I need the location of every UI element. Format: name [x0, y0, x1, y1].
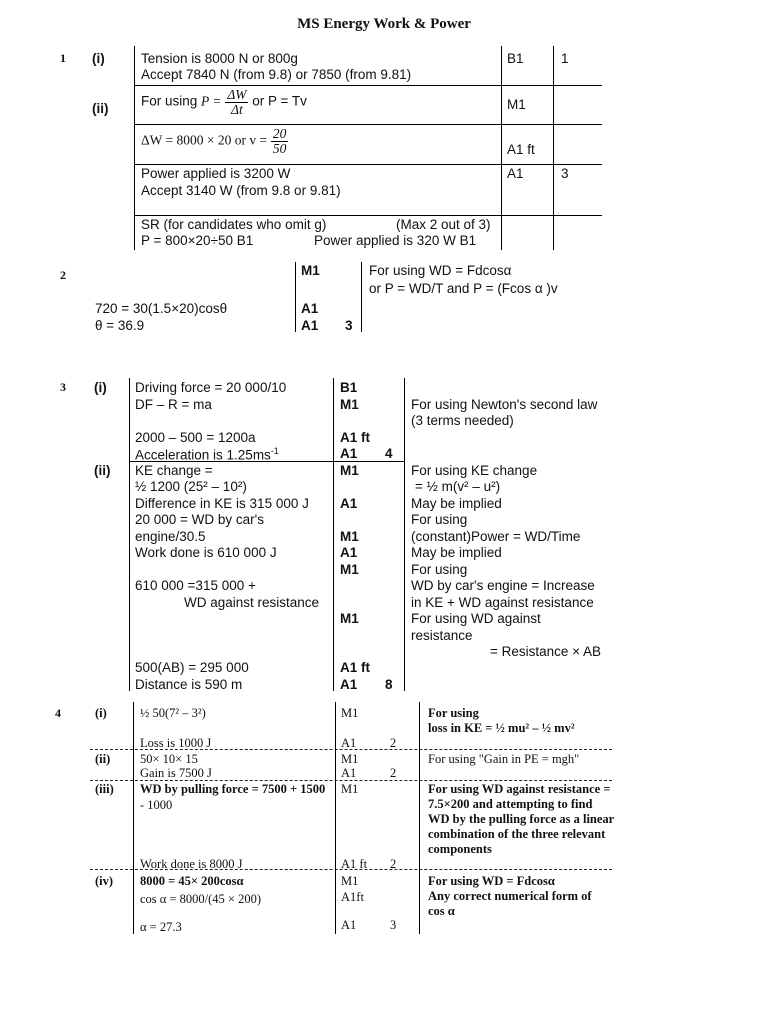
answer-line: Work done is 610 000 J	[135, 545, 277, 560]
mark: A1	[507, 166, 524, 181]
answer-line: Power applied is 3200 W	[141, 166, 291, 181]
part-label-i: (i)	[92, 51, 105, 66]
mark: A1	[341, 766, 357, 780]
mark: M1	[340, 562, 359, 577]
part-label-i: (i)	[94, 380, 107, 395]
comment: For using "Gain in PE = mgh"	[428, 752, 580, 766]
answer-line: Work done is 8000 J	[140, 857, 243, 871]
question-number: 1	[60, 51, 66, 65]
answer-line: WD by pulling force = 7500 + 1500	[140, 782, 326, 796]
table-rule	[134, 124, 602, 125]
mark: A1	[301, 318, 319, 333]
answer-line: ½ 1200 (25² – 10²)	[135, 479, 247, 494]
answer-line: KE change =	[135, 463, 213, 478]
answer-line: 8000 = 45× 200cosα	[140, 874, 244, 888]
special-ruling: Power applied is 320 W B1	[314, 233, 477, 248]
answer-line: θ = 36.9	[95, 318, 145, 333]
comment: For using	[411, 562, 468, 577]
answer-line: Difference in KE is 315 000 J	[135, 496, 309, 511]
comment: For using WD against resistance =	[428, 782, 611, 796]
comment: May be implied	[411, 496, 502, 511]
mark-total: 2	[390, 736, 397, 750]
mark-total: 3	[345, 318, 353, 333]
mark: M1	[507, 97, 526, 112]
mark-total: 2	[390, 857, 397, 871]
comment: For using WD = Fdcosα	[428, 874, 555, 888]
comment: WD by the pulling force as a linear	[428, 812, 615, 826]
mark: A1 ft	[507, 142, 535, 157]
comment: or P = WD/T and P = (Fcos α )v	[369, 281, 558, 296]
answer-line: engine/30.5	[135, 529, 206, 544]
mark: A1	[340, 545, 358, 560]
answer-line: α = 27.3	[140, 920, 182, 934]
table-divider	[295, 262, 296, 332]
mark: A1 ft	[340, 430, 370, 445]
question-number: 2	[60, 268, 66, 282]
comment: 7.5×200 and attempting to find	[428, 797, 593, 811]
part-label-iv: (iv)	[95, 874, 114, 888]
comment: For using	[411, 512, 468, 527]
answer-line: ½ 50(7² – 3²)	[140, 706, 206, 720]
comment: components	[428, 842, 492, 856]
comment: in KE + WD against resistance	[411, 595, 594, 610]
comment: For using WD = Fdcosα	[369, 263, 512, 278]
answer-line: - 1000	[140, 798, 173, 812]
mark-total: 2	[390, 766, 397, 780]
answer-line: ΔW = 8000 × 20 or v = $\frac{20}{50}$	[141, 126, 287, 156]
table-divider	[133, 702, 134, 934]
answer-line: For using P = $\frac{\Delta W}{\Delta t}$ or P = Tv	[141, 87, 307, 117]
mark: M1	[341, 706, 359, 720]
answer-line: Acceleration is $1.25ms^{-1}$	[135, 446, 279, 463]
mark: A1 ft	[341, 857, 368, 871]
mark-total: 3	[390, 918, 397, 932]
answer-line: 720 = 30(1.5×20)cosθ	[95, 301, 228, 316]
table-divider	[129, 378, 130, 691]
table-divider	[553, 46, 554, 250]
mark: M1	[341, 874, 359, 888]
question-number: 4	[55, 706, 61, 720]
mark: A1ft	[341, 890, 364, 904]
table-rule	[134, 85, 602, 86]
mark: A1	[340, 677, 358, 692]
answer-line: 2000 – 500 = 1200a	[135, 430, 256, 445]
table-rule	[134, 164, 602, 165]
mark-total: 4	[385, 446, 393, 461]
answer-line: cos α = 8000/(45 × 200)	[140, 892, 261, 906]
mark-total: 3	[561, 166, 569, 181]
mark-total: 1	[561, 51, 569, 66]
part-label-ii: (ii)	[92, 101, 109, 116]
mark: B1	[507, 51, 524, 66]
comment: Any correct numerical form of	[428, 889, 592, 903]
mark: M1	[340, 463, 359, 478]
comment: May be implied	[411, 545, 502, 560]
mark: M1	[341, 782, 359, 796]
mark: M1	[340, 529, 359, 544]
mark: B1	[340, 380, 358, 395]
answer-line: 20 000 = WD by car's	[135, 512, 265, 527]
question-number: 3	[60, 380, 66, 394]
answer-line: Tension is 8000 N or 800g	[141, 51, 298, 66]
mark: A1	[341, 918, 357, 932]
answer-line: Gain is 7500 J	[140, 766, 212, 780]
comment: cos α	[428, 904, 455, 918]
answer-line: 500(AB) = 295 000	[135, 660, 249, 675]
comment: resistance	[411, 628, 473, 643]
table-divider	[361, 262, 362, 332]
comment: (constant)Power = WD/Time	[411, 529, 581, 544]
part-label-i: (i)	[95, 706, 107, 720]
table-divider	[404, 378, 405, 691]
part-label-ii: (ii)	[94, 463, 111, 478]
comment: For using WD against	[411, 611, 541, 626]
answer-line: 50× 10× 15	[140, 752, 198, 766]
special-ruling: SR (for candidates who omit g)	[141, 217, 327, 232]
special-ruling: P = 800×20÷50 B1	[141, 233, 254, 248]
answer-line: Distance is 590 m	[135, 677, 243, 692]
table-divider	[335, 702, 336, 934]
part-label-iii: (iii)	[95, 782, 114, 796]
mark-total: 8	[385, 677, 393, 692]
mark: A1 ft	[340, 660, 370, 675]
comment: = ½ m(v² – u²)	[415, 479, 501, 494]
page-title: MS Energy Work & Power	[297, 16, 471, 32]
part-label-ii: (ii)	[95, 752, 111, 766]
answer-line: Driving force = 20 000/10	[135, 380, 287, 395]
comment: loss in KE = ½ mu² – ½ mv²	[428, 721, 575, 735]
comment: combination of the three relevant	[428, 827, 606, 841]
mark: A1	[301, 301, 319, 316]
comment: For using Newton's second law	[411, 397, 598, 412]
answer-line: WD against resistance	[184, 595, 320, 610]
mark: A1	[340, 496, 358, 511]
mark: M1	[341, 752, 359, 766]
table-rule	[134, 215, 602, 216]
comment: For using KE change	[411, 463, 538, 478]
table-divider	[501, 46, 502, 250]
comment: (3 terms needed)	[411, 413, 514, 428]
special-ruling-max: (Max 2 out of 3)	[396, 217, 491, 232]
answer-line: Loss is 1000 J	[140, 736, 212, 750]
answer-line: DF – R = ma	[135, 397, 212, 412]
table-divider	[419, 702, 420, 934]
table-divider	[333, 378, 334, 691]
mark: A1	[340, 446, 358, 461]
mark: M1	[340, 397, 359, 412]
mark: M1	[340, 611, 359, 626]
answer-line: Accept 7840 N (from 9.8) or 7850 (from 9.81)	[141, 67, 412, 82]
comment: For using	[428, 706, 479, 720]
comment: = Resistance × AB	[490, 644, 602, 659]
comment: WD by car's engine = Increase	[411, 578, 595, 593]
table-divider	[134, 46, 135, 250]
mark: A1	[341, 736, 357, 750]
answer-line: 610 000 =315 000 +	[135, 578, 256, 593]
answer-line: Accept 3140 W (from 9.8 or 9.81)	[141, 183, 341, 198]
mark: M1	[301, 263, 320, 278]
